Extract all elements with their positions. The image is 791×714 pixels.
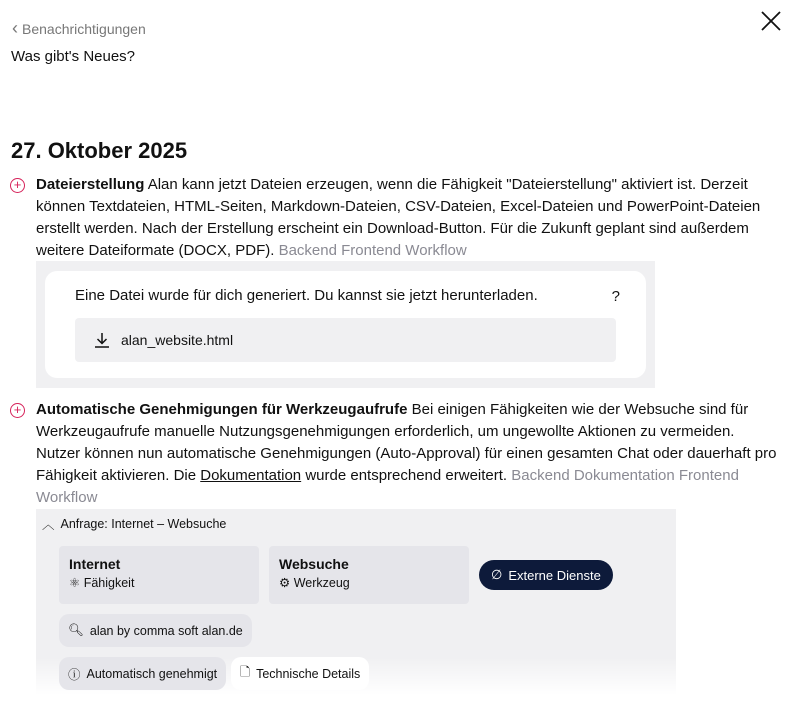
file-message: Eine Datei wurde für dich generiert. Du kannst sie jetzt herunterladen. bbox=[75, 287, 538, 304]
documentation-link[interactable]: Dokumentation bbox=[200, 467, 302, 484]
chevron-up-icon: ︿ bbox=[42, 518, 55, 532]
atom-icon: ⚛ bbox=[69, 576, 81, 590]
close-icon[interactable] bbox=[758, 8, 784, 34]
tool-tile bbox=[269, 546, 469, 604]
tile-title: Internet bbox=[69, 556, 121, 572]
file-card bbox=[45, 271, 646, 378]
query-text: alan by comma soft alan.de bbox=[89, 623, 243, 638]
auto-label: Automatisch genehmigt bbox=[86, 666, 218, 681]
entry-tags: Backend Frontend Workflow bbox=[278, 242, 467, 259]
search-icon: 🔍︎ bbox=[68, 623, 84, 637]
technical-details-button[interactable] bbox=[231, 657, 369, 690]
entry-text: Bei einigen Fähigkeiten wie der Websuche sind für Werkzeugaufrufe manuelle Nutzungsgenehmigungen erforderlich, um ungewollte Aktionen zu vermeiden. Nutzer können nun automatische Genehmigungen (Auto-Approval) für einen gesamten Chat oder dauerhaft pro Fähigkeit aktivieren. Die bbox=[36, 401, 777, 484]
tile-sub: Werkzeug bbox=[293, 576, 350, 590]
entry-auto-approval bbox=[13, 399, 781, 509]
request-label: Anfrage: Internet – Websuche bbox=[60, 517, 227, 531]
entry-text-2: wurde entsprechend erweitert. bbox=[301, 467, 512, 484]
document-search-icon: 🗋 bbox=[240, 665, 251, 679]
download-icon bbox=[93, 331, 111, 349]
back-button[interactable] bbox=[12, 18, 146, 39]
empty-set-icon: ∅ bbox=[491, 567, 503, 582]
plus-circle-icon: + bbox=[10, 403, 25, 418]
approval-preview bbox=[36, 509, 676, 695]
download-button[interactable] bbox=[75, 318, 616, 362]
entry-file-creation bbox=[13, 174, 781, 262]
external-services-button[interactable] bbox=[479, 560, 613, 590]
file-name: alan_website.html bbox=[121, 332, 234, 348]
file-preview bbox=[36, 261, 655, 388]
plus-circle-icon: + bbox=[10, 178, 25, 193]
entry-title: Automatische Genehmigungen für Werkzeugaufrufe bbox=[36, 401, 408, 418]
entry-title: Dateierstellung bbox=[36, 176, 145, 193]
tile-sub: Fähigkeit bbox=[83, 576, 135, 590]
subtitle: Was gibt's Neues? bbox=[11, 48, 136, 65]
entry-text: Alan kann jetzt Dateien erzeugen, wenn die Fähigkeit "Dateierstellung" aktiviert ist. Derzeit können Textdateien, HTML-Seiten, Markdown-Dateien, CSV-Dateien, Excel-Dateien und PowerPoint-Dateien erstellt werden. Nach der Erstellung erscheint ein Download-Button. Für die Zukunft geplant sind außerdem weitere Dateiformate (DOCX, PDF). bbox=[36, 176, 761, 259]
details-label: Technische Details bbox=[256, 666, 361, 681]
back-label: Benachrichtigungen bbox=[22, 20, 146, 37]
request-toggle[interactable] bbox=[42, 515, 226, 533]
info-icon: ⓘ bbox=[68, 667, 81, 682]
gear-icon: ⚙ bbox=[279, 576, 291, 590]
auto-approved-pill bbox=[59, 657, 226, 690]
capability-tile bbox=[59, 546, 259, 604]
entry-tags: Backend Dokumentation Frontend Workflow bbox=[36, 467, 739, 506]
search-query-pill bbox=[59, 614, 252, 647]
help-icon[interactable]: ? bbox=[611, 288, 620, 305]
date-heading: 27. Oktober 2025 bbox=[11, 138, 188, 163]
chevron-left-icon: ‹ bbox=[12, 18, 18, 38]
tile-title: Websuche bbox=[279, 556, 349, 572]
external-label: Externe Dienste bbox=[508, 567, 601, 583]
